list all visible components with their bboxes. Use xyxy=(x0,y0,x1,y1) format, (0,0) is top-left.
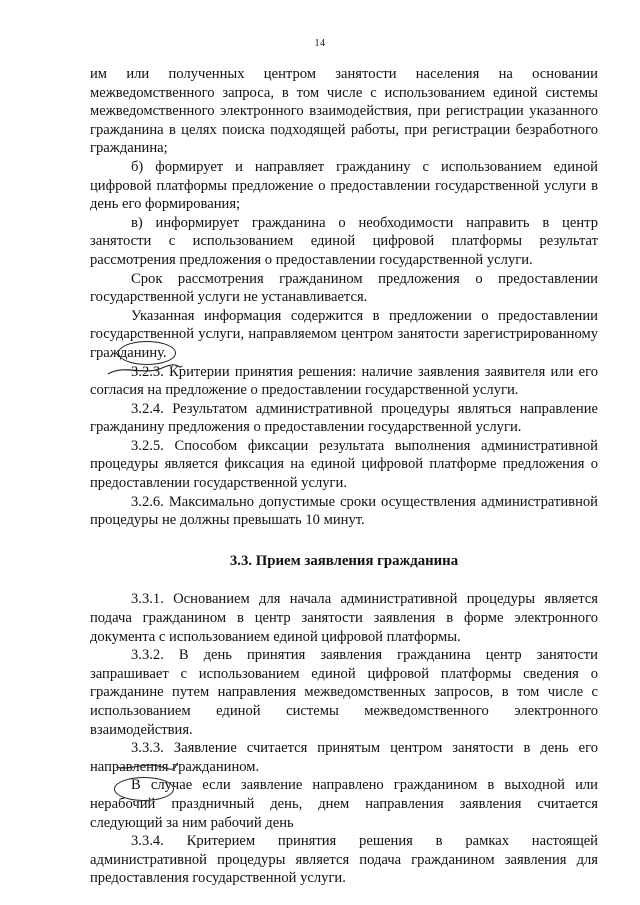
paragraph-review-term: Срок рассмотрения гражданином предложения о предоставлении государственной услуги не устанавливается. xyxy=(90,270,598,306)
paragraph-item-b: б) формирует и направляет гражданину с использованием единой цифровой платформы предложение о предоставлении государственной услуги в день его формирования; xyxy=(90,158,598,213)
paragraph-item-v: в) информирует гражданина о необходимости направить в центр занятости с использованием единой цифровой платформы результат рассмотрения предложения о предоставлении государственной услуги. xyxy=(90,214,598,268)
paragraph-3-2-6: 3.2.6. Максимально допустимые сроки осуществления административной процедуры не должны превышать 10 минут. xyxy=(90,493,598,529)
paragraph-3-2-5: 3.2.5. Способом фиксации результата выполнения административной процедуры является фиксация на единой цифровой платформе предложения о предоставлении государственной услуги. xyxy=(90,437,598,492)
section-heading: 3.3. Прием заявления гражданина xyxy=(229,552,459,569)
paragraph-weekend-rule: В случае если заявление направлено гражданином в выходной или нерабочий праздничный день, днем направления заявления считается следующий за ним рабочий день xyxy=(90,777,598,831)
document-body xyxy=(90,65,598,888)
paragraph-3-2-4: 3.2.4. Результатом административной процедуры являться направление гражданину предложения о предоставлении государственной услуги. xyxy=(90,400,598,436)
paragraph-3-3-2: 3.3.2. В день принятия заявления гражданина центр занятости запрашивает с использованием единой цифровой платформы сведения о гражданине путем направления межведомственных запросов, в том числе с использованием единой системы межведомственного электронного взаимодействия. xyxy=(90,647,598,738)
paragraph-3-2-3: 3.2.3. Критерии принятия решения: наличие заявления заявителя или его согласия на предложение о предоставлении государственной услуги. xyxy=(90,363,598,399)
paragraph-info-contained: Указанная информация содержится в предложении о предоставлении государственной услуги, направляемом центром занятости зарегистрированному гражданину. xyxy=(90,307,598,361)
paragraph-3-3-4: 3.3.4. Критерием принятия решения в рамках настоящей административной процедуры является подача гражданином заявления для предоставления государственной услуги. xyxy=(90,833,598,887)
paragraph-continuation: им или полученных центром занятости населения на основании межведомственного запроса, в том числе с использованием единой системы межведомственного электронного взаимодействия, при регистрации указанного гражданина в целях поиска подходящей работы, при регистрации безработного гражданина; xyxy=(90,66,598,157)
paragraph-3-3-1: 3.3.1. Основанием для начала административной процедуры является подача гражданином в центр занятости заявления в форме электронного документа с использованием единой цифровой платформы. xyxy=(90,591,598,645)
paragraph-3-3-3: 3.3.3. Заявление считается принятым центром занятости в день его направления гражданином. xyxy=(90,740,598,775)
page-number: 14 xyxy=(314,38,326,49)
